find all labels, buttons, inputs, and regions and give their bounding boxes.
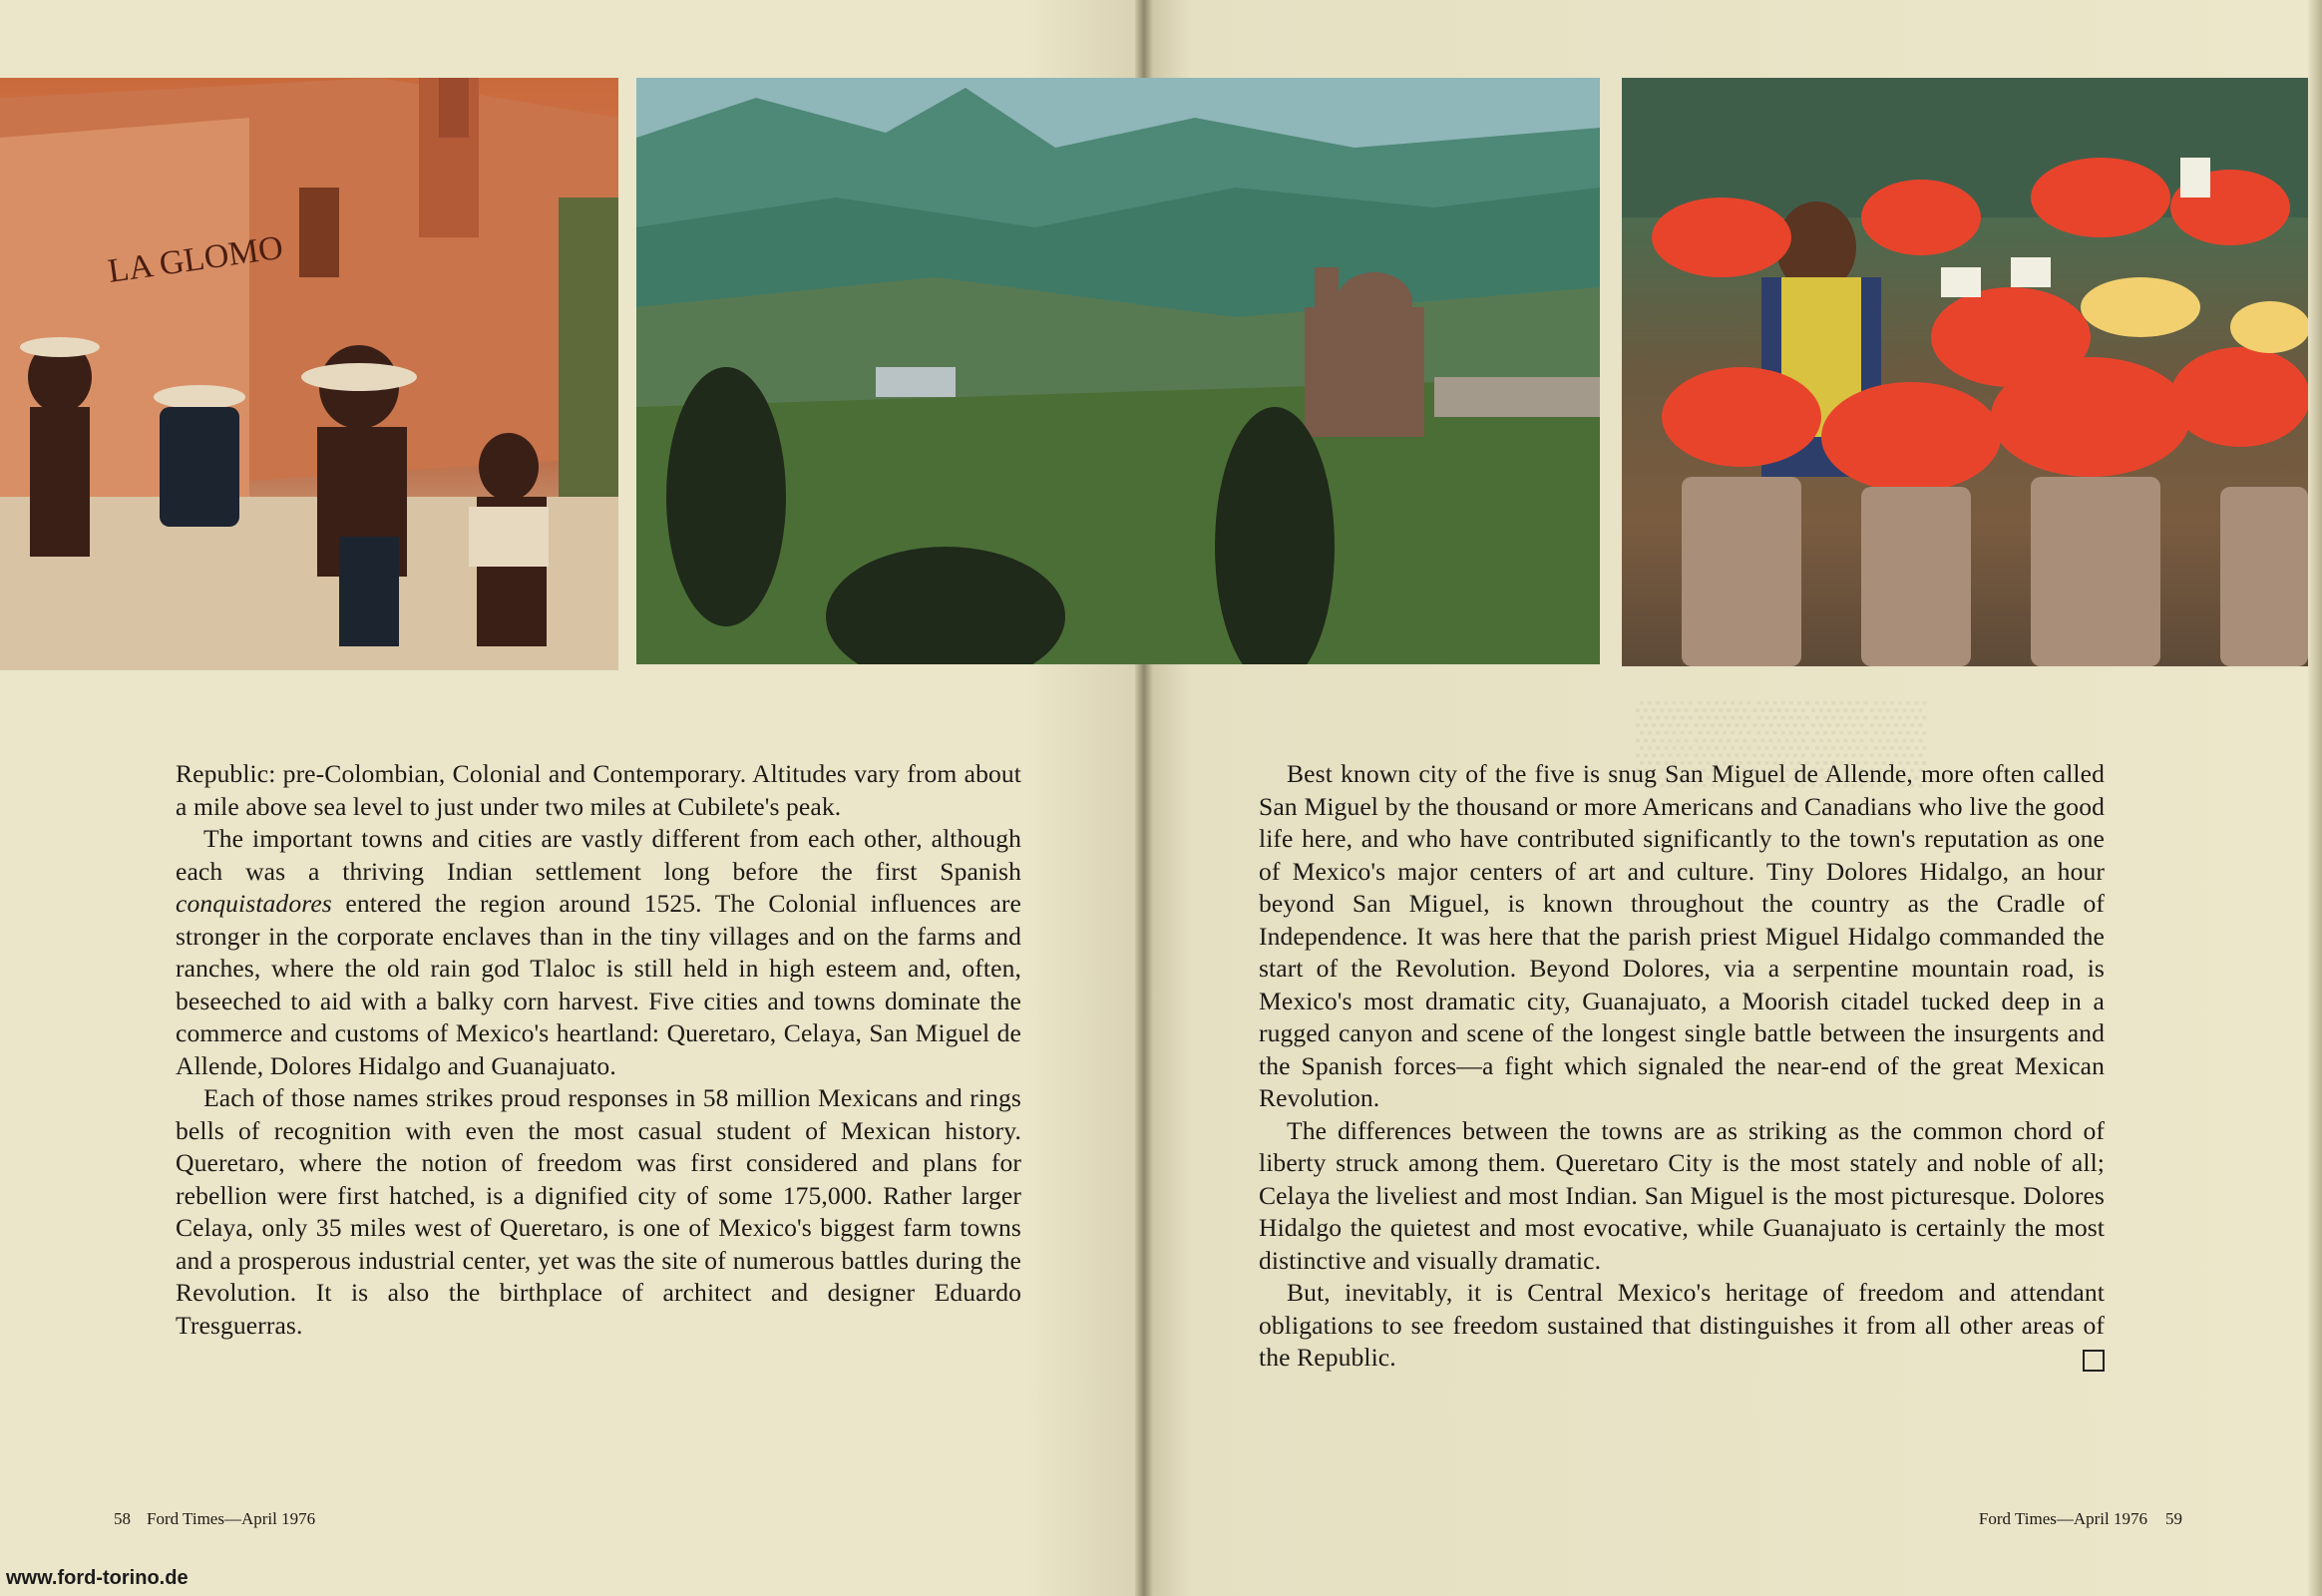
article-paragraph: Republic: pre-Colombian, Colonial and Contemporary. Altitudes vary from about a mile above sea level to just under two miles at Cubilete's peak. <box>176 759 1021 821</box>
right-folio <box>1979 1509 2182 1529</box>
left-folio <box>114 1509 315 1529</box>
publication-line: Ford Times—April 1976 <box>147 1509 316 1528</box>
page-number: 59 <box>2165 1509 2182 1528</box>
flower-market-photo <box>1622 78 2308 666</box>
right-article-column <box>1259 758 2105 1375</box>
basilica <box>1305 267 1424 437</box>
article-paragraph <box>1259 1277 2105 1375</box>
closing-paragraph-text: But, inevitably, it is Central Mexico's heritage of freedom and attendant obligations to see freedom sustained that distinguishes it from all other areas of the Republic. <box>1259 1278 2105 1372</box>
article-paragraph: Each of those names strikes proud responses in 58 million Mexicans and rings bells of recognition with even the most casual student of Mexican history. Queretaro, where the notion of freedom was first considered and plans for rebellion were first hatched, is a dignified city of some 175,000. Rather larger Celaya, only 35 miles west of Queretaro, is one of Mexico's biggest farm towns and a prosperous industrial center, yet was the site of numerous battles during the Revolution. It is also the birthplace of architect and designer Eduardo Tresguerras. <box>176 1083 1021 1340</box>
shop-sign: LA GLOMO <box>105 228 286 290</box>
valley-city-photo <box>636 78 1600 664</box>
article-paragraph: The differences between the towns are as striking as the common chord of liberty struck among them. Queretaro City is the most stately and noble of all; Celaya the liveliest and most Indian. San Miguel is the most picturesque. Dolores Hidalgo the quietest and most evocative, while Guanajuato is certainly the most distinctive and visually dramatic. <box>1259 1115 2105 1275</box>
publication-line: Ford Times—April 1976 <box>1978 1509 2147 1528</box>
left-article-column <box>176 758 1021 1342</box>
page-edge <box>2308 0 2322 1596</box>
website-watermark: www.ford-torino.de <box>6 1567 189 1589</box>
street-scene-photo <box>0 78 618 670</box>
article-paragraph: Best known city of the five is snug San Miguel de Allende, more often called San Miguel by the thousand or more Americans and Canadians who live the good life here, and who have contributed significantly to the town's reputation as one of Mexico's major centers of art and culture. Tiny Dolores Hidalgo, an hour beyond San Miguel, is known throughout the country as the Cradle of Independence. It was here that the parish priest Miguel Hidalgo commanded the start of the Revolution. Beyond Dolores, via a serpentine mountain road, is Mexico's most dramatic city, Guanajuato, a Moorish citadel tucked deep in a rugged canyon and scene of the longest single battle between the insurgents and the Spanish forces—a fight which signaled the near-end of the great Mexican Revolution. <box>1259 759 2105 1112</box>
end-mark-icon <box>2083 1350 2105 1372</box>
page-number: 58 <box>114 1509 131 1528</box>
article-paragraph: The important towns and cities are vastly different from each other, although each was a thriving Indian settlement long before the first Spanish conquistadores entered the region around 1525. The Colonial influences are stronger in the corporate enclaves than in the tiny villages and on the farms and ranches, where the old rain god Tlaloc is still held in high esteem and, often, beseeched to aid with a balky corn harvest. Five cities and towns dominate the commerce and customs of Mexico's heartland: Queretaro, Celaya, San Miguel de Allende, Dolores Hidalgo and Guanajuato. <box>176 824 1021 1080</box>
italic-term: conquistadores <box>176 889 332 918</box>
